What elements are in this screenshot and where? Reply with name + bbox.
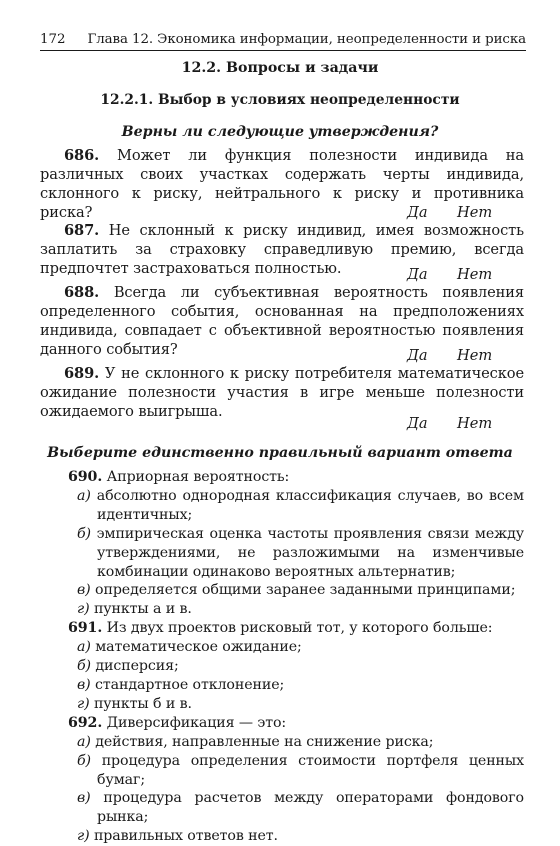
option-690-d: [77, 600, 524, 619]
chapter-title: Глава 12. Экономика информации, неопределенности и риска: [87, 32, 526, 47]
option-marker: а): [77, 487, 91, 504]
option-marker: а): [77, 733, 91, 750]
option-marker: г): [77, 695, 90, 712]
answer-options-688: [380, 346, 495, 365]
option-text: дисперсия;: [95, 658, 179, 675]
question-691: [68, 619, 524, 638]
option-text: правильных ответов нет.: [93, 828, 278, 845]
question-692: [68, 714, 524, 733]
true-false-heading: Верны ли следующие утверждения?: [121, 124, 439, 140]
question-text: Не склонный к риску индивид, имея возможность заплатить за страховку справедливую премию, всегда предпочтет застраховаться полностью.: [40, 222, 524, 277]
option-marker: в): [77, 790, 91, 807]
option-691-b: [77, 657, 524, 676]
question-number: 686.: [64, 147, 100, 164]
option-marker: б): [77, 658, 91, 675]
question-text: Всегда ли субъективная вероятность появления определенного события, основанная на предположениях индивида, совпадает с объективной вероятностью появления данного события?: [40, 284, 524, 358]
option-text: пункты а и в.: [93, 601, 192, 618]
option-text: пункты б и в.: [93, 695, 192, 712]
question-text: Может ли функция полезности индивида на различных своих участках содержать черты индивида, склонного к риску, нейтрального к риску и противника риска?: [40, 147, 524, 221]
option-text: стандартное отклонение;: [95, 676, 285, 693]
answer-no: Нет: [457, 347, 493, 364]
option-690-b: [77, 525, 524, 582]
option-marker: в): [77, 582, 91, 599]
answer-no: Нет: [457, 415, 493, 432]
answer-no: Нет: [457, 204, 493, 221]
question-690: [68, 468, 524, 487]
option-text: действия, направленные на снижение риска;: [95, 733, 434, 750]
question-text: Из двух проектов рисковый тот, у которого больше:: [106, 620, 493, 637]
page-number: 172: [40, 32, 66, 47]
answer-options-689: [380, 414, 495, 433]
option-marker: б): [77, 525, 91, 542]
option-marker: г): [77, 828, 90, 845]
option-marker: а): [77, 639, 91, 656]
option-692-b: [77, 752, 524, 790]
option-692-a: [77, 733, 524, 752]
option-text: эмпирическая оценка частоты проявления связи между утверждениями, не разложимыми на изменчивые комбинации одинаково вероятных альтернатив;: [96, 525, 524, 580]
answer-yes: Да: [407, 415, 428, 432]
option-text: процедура определения стоимости портфеля ценных бумаг;: [97, 752, 524, 788]
question-number: 688.: [64, 284, 100, 301]
answer-yes: Да: [407, 347, 428, 364]
option-692-d: [77, 827, 524, 846]
running-header: [40, 30, 526, 51]
question-number: 689.: [64, 365, 100, 382]
question-number: 692.: [68, 714, 103, 731]
option-marker: г): [77, 601, 90, 618]
question-number: 690.: [68, 469, 103, 485]
answer-options-687: [380, 265, 495, 284]
question-text: У не склонного к риску потребителя математическое ожидание полезности участия в игре меньше полезности ожидаемого выигрыша.: [40, 365, 524, 420]
answer-yes: Да: [407, 204, 428, 221]
question-number: 691.: [68, 620, 103, 637]
question-number: 687.: [64, 222, 100, 239]
option-text: процедура расчетов между операторами фондового рынка;: [97, 790, 524, 826]
option-690-a: [77, 487, 524, 525]
option-text: определяется общими заранее заданными принципами;: [95, 582, 516, 599]
option-691-a: [77, 638, 524, 657]
option-692-c: [77, 789, 524, 827]
section-title: 12.2. Вопросы и задачи: [181, 60, 379, 76]
multiple-choice-heading: Выберите единственно правильный вариант ответа: [47, 445, 513, 461]
question-text: Априорная вероятность:: [106, 469, 290, 485]
option-690-c: [77, 581, 524, 600]
answer-yes: Да: [407, 266, 428, 283]
answer-no: Нет: [457, 266, 493, 283]
answer-options-686: [380, 203, 495, 222]
option-marker: б): [77, 752, 91, 769]
subsection-title: 12.2.1. Выбор в условиях неопределенности: [100, 92, 460, 108]
option-marker: в): [77, 676, 91, 693]
question-text: Диверсификация — это:: [106, 714, 287, 731]
option-691-d: [77, 695, 524, 714]
option-text: математическое ожидание;: [95, 639, 302, 656]
option-691-c: [77, 676, 524, 695]
option-text: абсолютно однородная классификация случаев, во всем идентичных;: [96, 487, 524, 523]
